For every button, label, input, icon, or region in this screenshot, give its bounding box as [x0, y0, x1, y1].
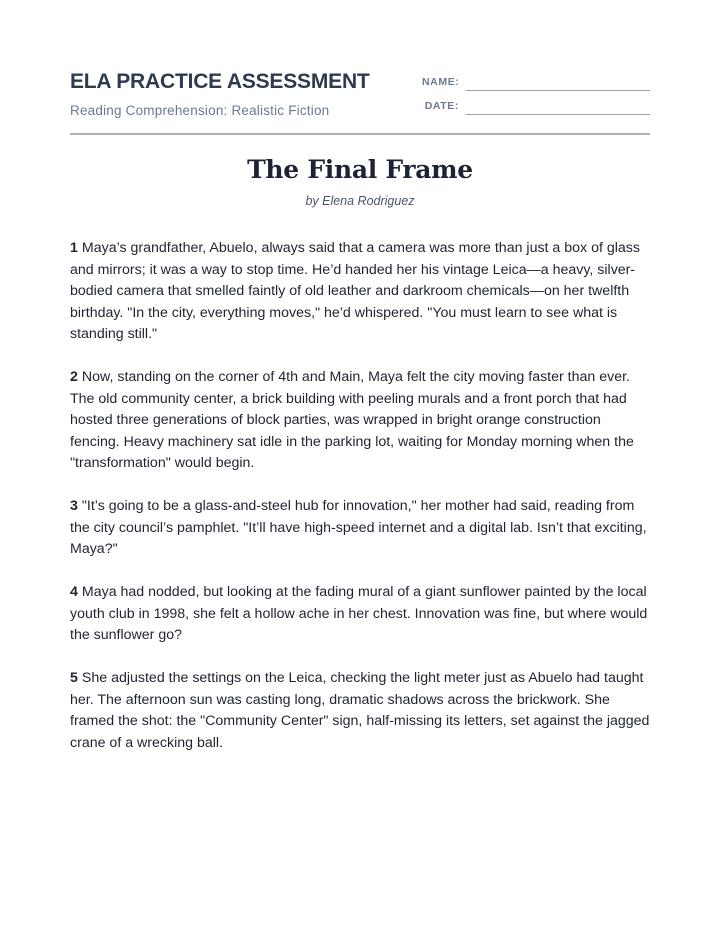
date-label: DATE: — [424, 100, 459, 112]
name-field[interactable] — [422, 74, 650, 94]
paragraph — [70, 582, 650, 647]
paragraph-text: Now, standing on the corner of 4th and Main, Maya felt the city moving faster than ever. The old community center, a brick building with peeling murals and a front porch that had hosted three generations of block parties, was wrapped in bright orange construction fencing. Heavy machinery sat idle in the parking lot, waiting for Monday morning when the "transformation" would begin. — [70, 369, 634, 471]
paragraph-number: 4 — [70, 584, 78, 600]
paragraph-text: "It’s going to be a glass-and-steel hub for innovation," her mother had said, reading from the city council’s pamphlet. "It’ll have high-speed internet and a digital lab. Isn’t that exciting, Maya?" — [70, 498, 647, 557]
name-line[interactable] — [466, 90, 650, 91]
assessment-subtitle: Reading Comprehension: Realistic Fiction — [70, 103, 330, 118]
worksheet-page — [70, 0, 650, 751]
paragraph-number: 3 — [70, 498, 78, 514]
story-byline: by Elena Rodriguez — [305, 194, 415, 208]
paragraph-text: Maya’s grandfather, Abuelo, always said that a camera was more than just a box of glass and mirrors; it was a way to stop time. He’d handed her his vintage Leica—a heavy, silver-bodied camera that smelled faintly of old leather and darkroom chemicals—on her twelfth birthday. "In the city, everything moves," he’d whispered. "You must learn to see what is standing still." — [70, 240, 640, 342]
name-label: NAME: — [422, 76, 460, 88]
worksheet-header — [70, 0, 650, 136]
paragraph-number: 5 — [70, 670, 78, 686]
header-divider — [70, 133, 650, 135]
story-body — [70, 238, 650, 776]
date-line[interactable] — [466, 114, 650, 115]
assessment-title: ELA PRACTICE ASSESSMENT — [70, 70, 370, 93]
paragraph — [70, 668, 650, 754]
paragraph-text: She adjusted the settings on the Leica, checking the light meter just as Abuelo had taught her. The afternoon sun was casting long, dramatic shadows across the brickwork. She framed the shot: the "Community Center" sign, half-missing its letters, set against the jagged crane of a wrecking ball. — [70, 670, 650, 751]
paragraph — [70, 367, 650, 475]
paragraph-number: 2 — [70, 369, 78, 385]
paragraph — [70, 496, 650, 561]
date-field[interactable] — [422, 98, 650, 118]
paragraph-number: 1 — [70, 240, 78, 256]
paragraph-text: Maya had nodded, but looking at the fading mural of a giant sunflower painted by the local youth club in 1998, she felt a hollow ache in her chest. Innovation was fine, but where would the sunflower go? — [70, 584, 648, 643]
story-title: The Final Frame — [247, 155, 473, 184]
paragraph — [70, 238, 650, 346]
